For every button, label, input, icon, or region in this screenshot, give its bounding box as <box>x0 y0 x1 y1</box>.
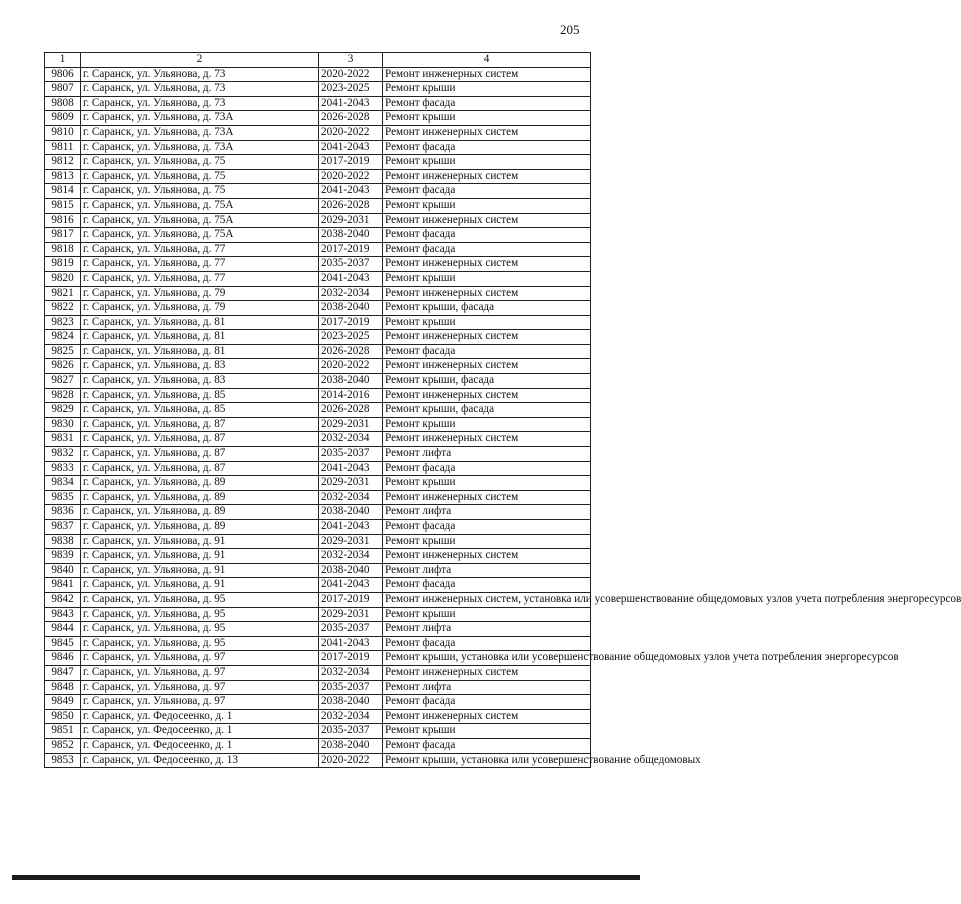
table-row <box>45 111 591 126</box>
work-type-cell: Ремонт крыши, установка или усовершенствование общедомовых <box>383 753 591 768</box>
address-cell: г. Саранск, ул. Ульянова, д. 81 <box>81 315 319 330</box>
work-type-cell: Ремонт фасада <box>383 344 591 359</box>
period-cell: 2041-2043 <box>319 271 383 286</box>
address-cell: г. Саранск, ул. Ульянова, д. 81 <box>81 330 319 345</box>
address-cell: г. Саранск, ул. Федосеенко, д. 1 <box>81 709 319 724</box>
table-row <box>45 447 591 462</box>
table-row <box>45 417 591 432</box>
address-cell: г. Саранск, ул. Ульянова, д. 87 <box>81 447 319 462</box>
row-number-cell: 9832 <box>45 447 81 462</box>
address-cell: г. Саранск, ул. Ульянова, д. 73 <box>81 96 319 111</box>
work-type-cell: Ремонт инженерных систем <box>383 286 591 301</box>
period-cell: 2041-2043 <box>319 140 383 155</box>
work-type-cell: Ремонт фасада <box>383 636 591 651</box>
work-type-cell: Ремонт фасада <box>383 96 591 111</box>
period-cell: 2017-2019 <box>319 315 383 330</box>
table-row <box>45 592 591 607</box>
row-number-cell: 9838 <box>45 534 81 549</box>
table-row <box>45 563 591 578</box>
table-row <box>45 432 591 447</box>
work-type-cell: Ремонт фасада <box>383 184 591 199</box>
address-cell: г. Саранск, ул. Ульянова, д. 83 <box>81 374 319 389</box>
address-cell: г. Саранск, ул. Ульянова, д. 95 <box>81 592 319 607</box>
address-cell: г. Саранск, ул. Ульянова, д. 79 <box>81 301 319 316</box>
row-number-cell: 9813 <box>45 169 81 184</box>
work-type-cell: Ремонт фасада <box>383 140 591 155</box>
work-type-cell: Ремонт инженерных систем <box>383 549 591 564</box>
period-cell: 2041-2043 <box>319 578 383 593</box>
table-row <box>45 695 591 710</box>
period-cell: 2026-2028 <box>319 344 383 359</box>
table-row <box>45 96 591 111</box>
row-number-cell: 9828 <box>45 388 81 403</box>
repair-schedule-table <box>44 52 961 768</box>
work-type-cell: Ремонт лифта <box>383 563 591 578</box>
work-type-cell: Ремонт крыши, фасада <box>383 374 591 389</box>
period-cell: 2035-2037 <box>319 680 383 695</box>
address-cell: г. Саранск, ул. Ульянова, д. 75А <box>81 213 319 228</box>
row-number-cell: 9849 <box>45 695 81 710</box>
table-row <box>45 753 591 768</box>
address-cell: г. Саранск, ул. Ульянова, д. 73А <box>81 111 319 126</box>
address-cell: г. Саранск, ул. Ульянова, д. 85 <box>81 403 319 418</box>
address-cell: г. Саранск, ул. Ульянова, д. 89 <box>81 476 319 491</box>
row-number-cell: 9835 <box>45 490 81 505</box>
period-cell: 2017-2019 <box>319 242 383 257</box>
work-type-cell: Ремонт инженерных систем <box>383 359 591 374</box>
address-cell: г. Саранск, ул. Ульянова, д. 95 <box>81 636 319 651</box>
table-row <box>45 549 591 564</box>
work-type-cell: Ремонт инженерных систем <box>383 213 591 228</box>
row-number-cell: 9830 <box>45 417 81 432</box>
address-cell: г. Саранск, ул. Федосеенко, д. 1 <box>81 738 319 753</box>
row-number-cell: 9852 <box>45 738 81 753</box>
row-number-cell: 9834 <box>45 476 81 491</box>
table-header-row <box>45 53 591 68</box>
scan-edge-bar <box>12 875 640 880</box>
work-type-cell: Ремонт фасада <box>383 738 591 753</box>
table-row <box>45 403 591 418</box>
work-type-cell: Ремонт крыши <box>383 534 591 549</box>
address-cell: г. Саранск, ул. Ульянова, д. 91 <box>81 549 319 564</box>
period-cell: 2017-2019 <box>319 651 383 666</box>
table-row <box>45 374 591 389</box>
table-row <box>45 155 591 170</box>
work-type-cell: Ремонт инженерных систем <box>383 490 591 505</box>
work-type-cell: Ремонт крыши <box>383 476 591 491</box>
address-cell: г. Саранск, ул. Ульянова, д. 87 <box>81 432 319 447</box>
address-cell: г. Саранск, ул. Ульянова, д. 75А <box>81 228 319 243</box>
work-type-cell: Ремонт крыши <box>383 82 591 97</box>
row-number-cell: 9807 <box>45 82 81 97</box>
period-cell: 2032-2034 <box>319 709 383 724</box>
work-type-cell: Ремонт крыши <box>383 111 591 126</box>
row-number-cell: 9848 <box>45 680 81 695</box>
table-row <box>45 520 591 535</box>
work-type-cell: Ремонт лифта <box>383 622 591 637</box>
period-cell: 2032-2034 <box>319 549 383 564</box>
period-cell: 2041-2043 <box>319 520 383 535</box>
table-row <box>45 461 591 476</box>
column-header-3: 3 <box>319 53 383 68</box>
row-number-cell: 9823 <box>45 315 81 330</box>
period-cell: 2020-2022 <box>319 359 383 374</box>
address-cell: г. Саранск, ул. Ульянова, д. 73А <box>81 125 319 140</box>
period-cell: 2029-2031 <box>319 213 383 228</box>
row-number-cell: 9846 <box>45 651 81 666</box>
period-cell: 2020-2022 <box>319 169 383 184</box>
row-number-cell: 9814 <box>45 184 81 199</box>
address-cell: г. Саранск, ул. Ульянова, д. 75 <box>81 184 319 199</box>
table-row <box>45 242 591 257</box>
work-type-cell: Ремонт фасада <box>383 242 591 257</box>
period-cell: 2038-2040 <box>319 738 383 753</box>
row-number-cell: 9826 <box>45 359 81 374</box>
period-cell: 2041-2043 <box>319 96 383 111</box>
period-cell: 2038-2040 <box>319 228 383 243</box>
table-row <box>45 388 591 403</box>
row-number-cell: 9806 <box>45 67 81 82</box>
address-cell: г. Саранск, ул. Ульянова, д. 77 <box>81 271 319 286</box>
page-number: 205 <box>560 22 580 37</box>
table-row <box>45 709 591 724</box>
row-number-cell: 9836 <box>45 505 81 520</box>
address-cell: г. Саранск, ул. Ульянова, д. 75 <box>81 169 319 184</box>
work-type-cell: Ремонт инженерных систем <box>383 67 591 82</box>
work-type-cell: Ремонт крыши <box>383 155 591 170</box>
row-number-cell: 9822 <box>45 301 81 316</box>
address-cell: г. Саранск, ул. Федосеенко, д. 1 <box>81 724 319 739</box>
address-cell: г. Саранск, ул. Ульянова, д. 97 <box>81 665 319 680</box>
table-row <box>45 315 591 330</box>
period-cell: 2023-2025 <box>319 330 383 345</box>
work-type-cell: Ремонт лифта <box>383 680 591 695</box>
address-cell: г. Саранск, ул. Ульянова, д. 97 <box>81 651 319 666</box>
address-cell: г. Саранск, ул. Ульянова, д. 83 <box>81 359 319 374</box>
table-row <box>45 286 591 301</box>
work-type-cell: Ремонт крыши <box>383 724 591 739</box>
table-row <box>45 622 591 637</box>
row-number-cell: 9812 <box>45 155 81 170</box>
table-row <box>45 271 591 286</box>
table-row <box>45 125 591 140</box>
address-cell: г. Саранск, ул. Ульянова, д. 73 <box>81 82 319 97</box>
row-number-cell: 9842 <box>45 592 81 607</box>
address-cell: г. Саранск, ул. Ульянова, д. 91 <box>81 563 319 578</box>
table-header <box>45 53 591 68</box>
period-cell: 2026-2028 <box>319 198 383 213</box>
work-type-cell: Ремонт крыши <box>383 315 591 330</box>
work-type-cell: Ремонт инженерных систем <box>383 330 591 345</box>
work-type-cell: Ремонт инженерных систем <box>383 388 591 403</box>
address-cell: г. Саранск, ул. Ульянова, д. 89 <box>81 490 319 505</box>
table-row <box>45 184 591 199</box>
work-type-cell: Ремонт инженерных систем <box>383 665 591 680</box>
address-cell: г. Саранск, ул. Ульянова, д. 73 <box>81 67 319 82</box>
row-number-cell: 9839 <box>45 549 81 564</box>
table-row <box>45 140 591 155</box>
address-cell: г. Саранск, ул. Ульянова, д. 97 <box>81 695 319 710</box>
address-cell: г. Саранск, ул. Ульянова, д. 87 <box>81 417 319 432</box>
address-cell: г. Саранск, ул. Ульянова, д. 91 <box>81 534 319 549</box>
address-cell: г. Саранск, ул. Ульянова, д. 85 <box>81 388 319 403</box>
work-type-cell: Ремонт фасада <box>383 228 591 243</box>
table-row <box>45 301 591 316</box>
period-cell: 2029-2031 <box>319 476 383 491</box>
period-cell: 2029-2031 <box>319 417 383 432</box>
row-number-cell: 9847 <box>45 665 81 680</box>
address-cell: г. Саранск, ул. Ульянова, д. 79 <box>81 286 319 301</box>
table-row <box>45 578 591 593</box>
row-number-cell: 9825 <box>45 344 81 359</box>
period-cell: 2032-2034 <box>319 665 383 680</box>
row-number-cell: 9851 <box>45 724 81 739</box>
period-cell: 2026-2028 <box>319 111 383 126</box>
work-type-cell: Ремонт инженерных систем <box>383 432 591 447</box>
table-row <box>45 257 591 272</box>
period-cell: 2035-2037 <box>319 724 383 739</box>
address-cell: г. Саранск, ул. Ульянова, д. 89 <box>81 520 319 535</box>
period-cell: 2026-2028 <box>319 403 383 418</box>
table-row <box>45 505 591 520</box>
table-row <box>45 198 591 213</box>
address-cell: г. Саранск, ул. Ульянова, д. 81 <box>81 344 319 359</box>
work-type-cell: Ремонт инженерных систем <box>383 257 591 272</box>
table-row <box>45 228 591 243</box>
table-row <box>45 738 591 753</box>
row-number-cell: 9843 <box>45 607 81 622</box>
table-row <box>45 607 591 622</box>
row-number-cell: 9837 <box>45 520 81 535</box>
work-type-cell: Ремонт инженерных систем <box>383 125 591 140</box>
address-cell: г. Саранск, ул. Ульянова, д. 95 <box>81 622 319 637</box>
row-number-cell: 9809 <box>45 111 81 126</box>
address-cell: г. Саранск, ул. Ульянова, д. 75 <box>81 155 319 170</box>
work-type-cell: Ремонт инженерных систем <box>383 169 591 184</box>
address-cell: г. Саранск, ул. Ульянова, д. 73А <box>81 140 319 155</box>
row-number-cell: 9821 <box>45 286 81 301</box>
work-type-cell: Ремонт крыши <box>383 271 591 286</box>
row-number-cell: 9816 <box>45 213 81 228</box>
period-cell: 2017-2019 <box>319 592 383 607</box>
work-type-cell: Ремонт крыши, фасада <box>383 403 591 418</box>
row-number-cell: 9833 <box>45 461 81 476</box>
table-row <box>45 67 591 82</box>
row-number-cell: 9831 <box>45 432 81 447</box>
period-cell: 2038-2040 <box>319 505 383 520</box>
address-cell: г. Саранск, ул. Ульянова, д. 75А <box>81 198 319 213</box>
period-cell: 2035-2037 <box>319 622 383 637</box>
work-type-cell: Ремонт фасада <box>383 578 591 593</box>
period-cell: 2038-2040 <box>319 695 383 710</box>
table-row <box>45 476 591 491</box>
row-number-cell: 9818 <box>45 242 81 257</box>
address-cell: г. Саранск, ул. Ульянова, д. 77 <box>81 242 319 257</box>
period-cell: 2038-2040 <box>319 374 383 389</box>
row-number-cell: 9811 <box>45 140 81 155</box>
address-cell: г. Саранск, ул. Ульянова, д. 91 <box>81 578 319 593</box>
address-cell: г. Саранск, ул. Ульянова, д. 97 <box>81 680 319 695</box>
period-cell: 2041-2043 <box>319 636 383 651</box>
column-header-2: 2 <box>81 53 319 68</box>
row-number-cell: 9820 <box>45 271 81 286</box>
table-row <box>45 680 591 695</box>
work-type-cell: Ремонт крыши <box>383 198 591 213</box>
column-header-1: 1 <box>45 53 81 68</box>
period-cell: 2020-2022 <box>319 125 383 140</box>
period-cell: 2020-2022 <box>319 753 383 768</box>
period-cell: 2032-2034 <box>319 490 383 505</box>
table-row <box>45 534 591 549</box>
table-row <box>45 636 591 651</box>
table-row <box>45 359 591 374</box>
period-cell: 2032-2034 <box>319 432 383 447</box>
row-number-cell: 9853 <box>45 753 81 768</box>
work-type-cell: Ремонт лифта <box>383 505 591 520</box>
row-number-cell: 9817 <box>45 228 81 243</box>
row-number-cell: 9841 <box>45 578 81 593</box>
period-cell: 2014-2016 <box>319 388 383 403</box>
work-type-cell: Ремонт инженерных систем, установка или усовершенствование общедомовых узлов учета потребления энергоресурсов <box>383 592 591 607</box>
work-type-cell: Ремонт фасада <box>383 461 591 476</box>
period-cell: 2020-2022 <box>319 67 383 82</box>
table-row <box>45 213 591 228</box>
row-number-cell: 9810 <box>45 125 81 140</box>
address-cell: г. Саранск, ул. Ульянова, д. 89 <box>81 505 319 520</box>
period-cell: 2032-2034 <box>319 286 383 301</box>
column-header-4: 4 <box>383 53 591 68</box>
row-number-cell: 9819 <box>45 257 81 272</box>
row-number-cell: 9844 <box>45 622 81 637</box>
work-type-cell: Ремонт крыши, фасада <box>383 301 591 316</box>
period-cell: 2017-2019 <box>319 155 383 170</box>
period-cell: 2023-2025 <box>319 82 383 97</box>
row-number-cell: 9845 <box>45 636 81 651</box>
address-cell: г. Саранск, ул. Ульянова, д. 77 <box>81 257 319 272</box>
work-type-cell: Ремонт лифта <box>383 447 591 462</box>
row-number-cell: 9840 <box>45 563 81 578</box>
period-cell: 2041-2043 <box>319 184 383 199</box>
work-type-cell: Ремонт крыши <box>383 417 591 432</box>
row-number-cell: 9850 <box>45 709 81 724</box>
address-cell: г. Саранск, ул. Ульянова, д. 87 <box>81 461 319 476</box>
table-row <box>45 724 591 739</box>
table-row <box>45 82 591 97</box>
work-type-cell: Ремонт крыши, установка или усовершенствование общедомовых узлов учета потребления энергоресурсов <box>383 651 591 666</box>
period-cell: 2029-2031 <box>319 534 383 549</box>
row-number-cell: 9808 <box>45 96 81 111</box>
work-type-cell: Ремонт фасада <box>383 695 591 710</box>
period-cell: 2029-2031 <box>319 607 383 622</box>
period-cell: 2041-2043 <box>319 461 383 476</box>
work-type-cell: Ремонт фасада <box>383 520 591 535</box>
row-number-cell: 9824 <box>45 330 81 345</box>
row-number-cell: 9829 <box>45 403 81 418</box>
row-number-cell: 9815 <box>45 198 81 213</box>
address-cell: г. Саранск, ул. Федосеенко, д. 13 <box>81 753 319 768</box>
row-number-cell: 9827 <box>45 374 81 389</box>
work-type-cell: Ремонт инженерных систем <box>383 709 591 724</box>
table-row <box>45 344 591 359</box>
period-cell: 2038-2040 <box>319 301 383 316</box>
period-cell: 2035-2037 <box>319 257 383 272</box>
address-cell: г. Саранск, ул. Ульянова, д. 95 <box>81 607 319 622</box>
table-body <box>45 67 961 768</box>
table-row <box>45 330 591 345</box>
table-row <box>45 490 591 505</box>
work-type-cell: Ремонт крыши <box>383 607 591 622</box>
table-row <box>45 651 591 666</box>
table-row <box>45 665 591 680</box>
period-cell: 2035-2037 <box>319 447 383 462</box>
table-row <box>45 169 591 184</box>
period-cell: 2038-2040 <box>319 563 383 578</box>
